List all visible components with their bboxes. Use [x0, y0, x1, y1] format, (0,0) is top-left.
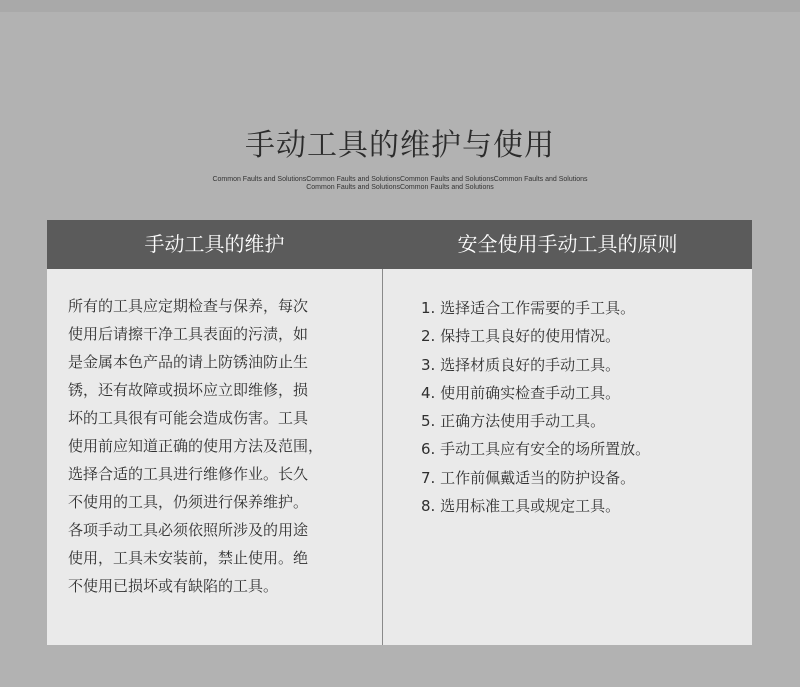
maintenance-line: 使用前应知道正确的使用方法及范围，	[68, 437, 324, 455]
principle-item: 3. 选择材质良好的手动工具。	[421, 355, 621, 374]
subtitle-line-2: Common Faults and SolutionsCommon Faults and Solutions	[306, 184, 494, 191]
principle-item: 1. 选择适合工作需要的手工具。	[421, 299, 636, 317]
principles-list	[421, 294, 741, 520]
page-title: 手动工具的维护与使用	[245, 128, 555, 163]
maintenance-line: 不使用已损坏或有缺陷的工具。	[68, 577, 279, 595]
page-subtitle	[0, 176, 800, 192]
maintenance-line: 坏的工具很有可能会造成伤害。工具	[68, 409, 309, 427]
principle-item: 7. 工作前佩戴适当的防护设备。	[421, 468, 636, 487]
principle-item: 6. 手动工具应有安全的场所置放。	[421, 440, 651, 459]
maintenance-line: 选择合适的工具进行维修作业。长久	[68, 465, 309, 483]
column-divider	[382, 269, 383, 645]
maintenance-line: 锈，还有故障或损坏应立即维修，损	[68, 381, 309, 399]
principles-header: 安全使用手动工具的原则	[457, 232, 678, 256]
maintenance-line: 是金属本色产品的请上防锈油防止生	[68, 353, 309, 371]
maintenance-text	[68, 292, 364, 600]
principle-item: 4. 使用前确实检查手动工具。	[421, 383, 621, 402]
header-row	[47, 220, 752, 269]
top-strip	[0, 0, 800, 12]
principle-item: 5. 正确方法使用手动工具。	[421, 412, 606, 431]
maintenance-line: 使用，工具未安装前，禁止使用。绝	[68, 549, 309, 567]
content-panel	[47, 220, 752, 645]
maintenance-line: 不使用的工具，仍须进行保养维护。	[68, 493, 309, 511]
maintenance-line: 使用后请擦干净工具表面的污渍，如	[68, 325, 309, 343]
maintenance-header: 手动工具的维护	[144, 232, 285, 256]
subtitle-line-1: Common Faults and SolutionsCommon Faults and SolutionsCommon Faults and SolutionsCommon Faults and Solutions	[212, 176, 588, 183]
maintenance-line: 所有的工具应定期检查与保养，每次	[68, 297, 309, 315]
principle-item: 8. 选用标准工具或规定工具。	[421, 497, 621, 516]
maintenance-line: 各项手动工具必须依照所涉及的用途	[68, 521, 309, 539]
principle-item: 2. 保持工具良好的使用情况。	[421, 327, 621, 346]
